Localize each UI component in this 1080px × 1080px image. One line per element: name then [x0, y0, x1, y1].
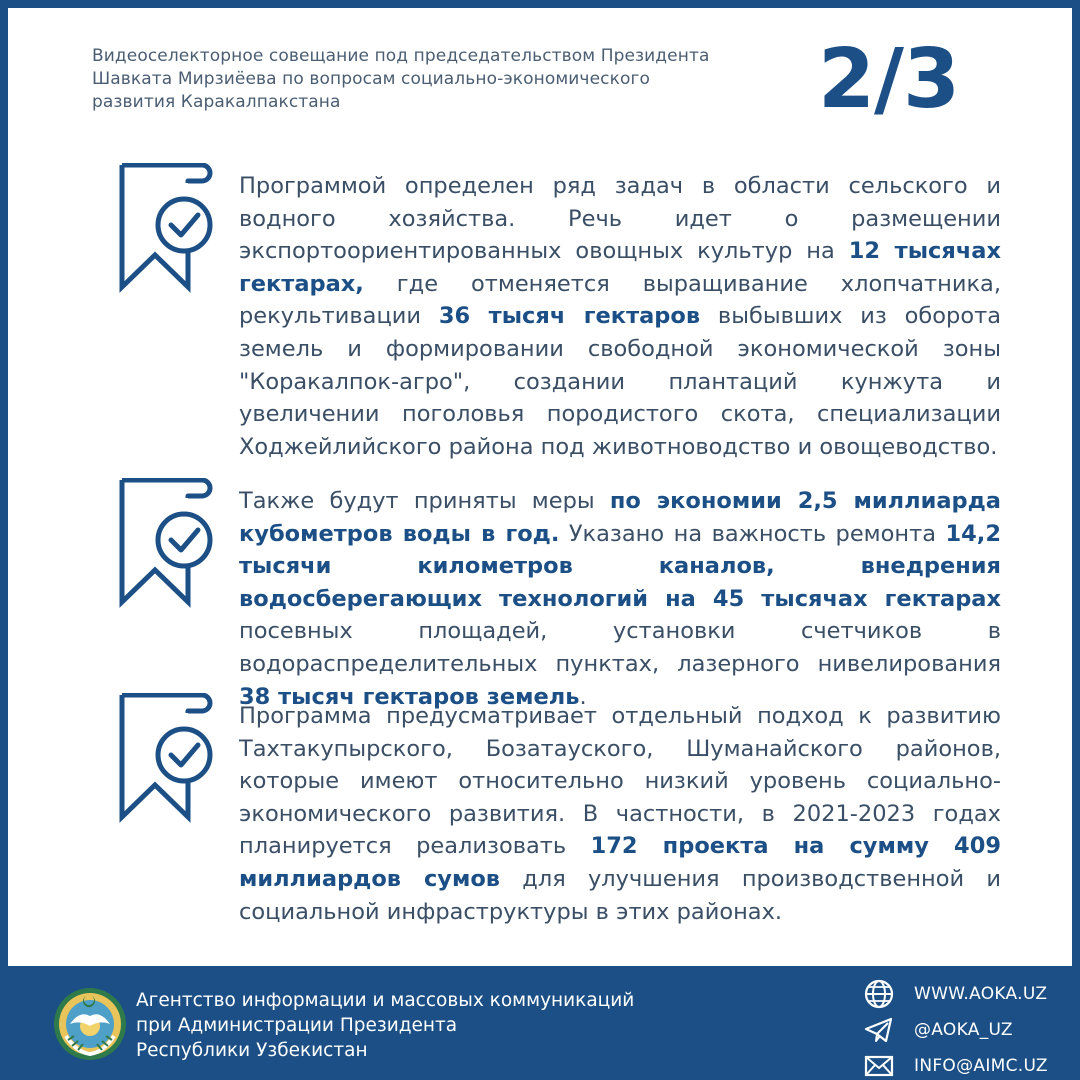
highlight-text: 12 тысячах гектарах,: [239, 238, 1001, 297]
header-title: Видеоселекторное совещание под председательством Президента Шавката Мирзиёева по вопросам социально-экономического развития Каракалпакстана: [92, 46, 710, 112]
body-text: Программа предусматривает отдельный подход к развитию Тахтакупырского, Бозатауского, Шуманайского районов, которые имеют относительно низкий уровень социально-экономического развития. В частности, в 2021-2023 годах планируется реализовать: [239, 703, 1001, 860]
content-card: [8, 8, 1072, 966]
body-text: посевных площадей, установки счетчиков в водораспределительных пунктах, лазерного нивелирования: [239, 618, 1001, 677]
body-text: Программой определен ряд задач в области сельского и водного хозяйства. Речь идет о размещении экспортоориентированных овощных культур на: [239, 173, 1001, 265]
task-paragraph-2: [239, 485, 1001, 713]
mail-icon: [862, 1051, 896, 1080]
task-paragraph-1: [239, 170, 1001, 463]
body-text: .: [579, 683, 587, 710]
contact-telegram[interactable]: [862, 1012, 1072, 1048]
agency-line: при Администрации Президента: [136, 1015, 458, 1036]
agency-name: [136, 988, 634, 1063]
checked-ribbon-icon: [118, 478, 218, 608]
highlight-text: 38 тысяч гектаров земель: [239, 683, 580, 710]
highlight-text: 36 тысяч гектаров: [438, 303, 701, 330]
state-emblem-icon: [52, 986, 128, 1062]
body-text: Указано на важность ремонта: [559, 520, 946, 547]
checked-ribbon-icon: [118, 693, 218, 823]
highlight-text: по экономии 2,5 миллиарда кубометров воды в год.: [239, 488, 1001, 547]
checked-ribbon-icon: [118, 163, 218, 293]
telegram-icon: [862, 1015, 896, 1045]
footer: [0, 966, 1080, 1080]
contacts: [862, 976, 1072, 1080]
contact-email[interactable]: [862, 1048, 1072, 1080]
agency-line: Республики Узбекистан: [136, 1040, 368, 1061]
contact-website[interactable]: [862, 976, 1072, 1012]
highlight-text: 14,2 тысячи километров каналов, внедрения водосберегающих технологий на 45 тысячах гектарах: [239, 520, 1001, 612]
contact-email-text[interactable]: INFO@AIMC.UZ: [914, 1056, 1048, 1076]
body-text: где отменяется выращивание хлопчатника, рекультивации: [239, 270, 1001, 330]
body-text: Также будут приняты меры: [239, 488, 610, 514]
globe-icon: [862, 979, 896, 1009]
task-paragraph-3: [239, 700, 1001, 928]
page-counter: 2/3: [818, 32, 960, 127]
body-text: для улучшения производственной и социальной инфраструктуры в этих районах.: [239, 865, 1001, 925]
contact-website-text[interactable]: WWW.AOKA.UZ: [914, 984, 1048, 1004]
body-text: выбывших из оборота земель и формировании свободной экономической зоны "Коракалпок-агро", создании плантаций кунжута и увеличении поголовья породистого скота, специализации Ходжейлийского района под животноводство и овощеводство.: [239, 303, 1001, 460]
contact-telegram-text[interactable]: @AOKA_UZ: [914, 1020, 1013, 1040]
highlight-text: 172 проекта на сумму 409 миллиардов сумов: [239, 833, 1001, 892]
agency-line: Агентство информации и массовых коммуникаций: [136, 990, 635, 1011]
